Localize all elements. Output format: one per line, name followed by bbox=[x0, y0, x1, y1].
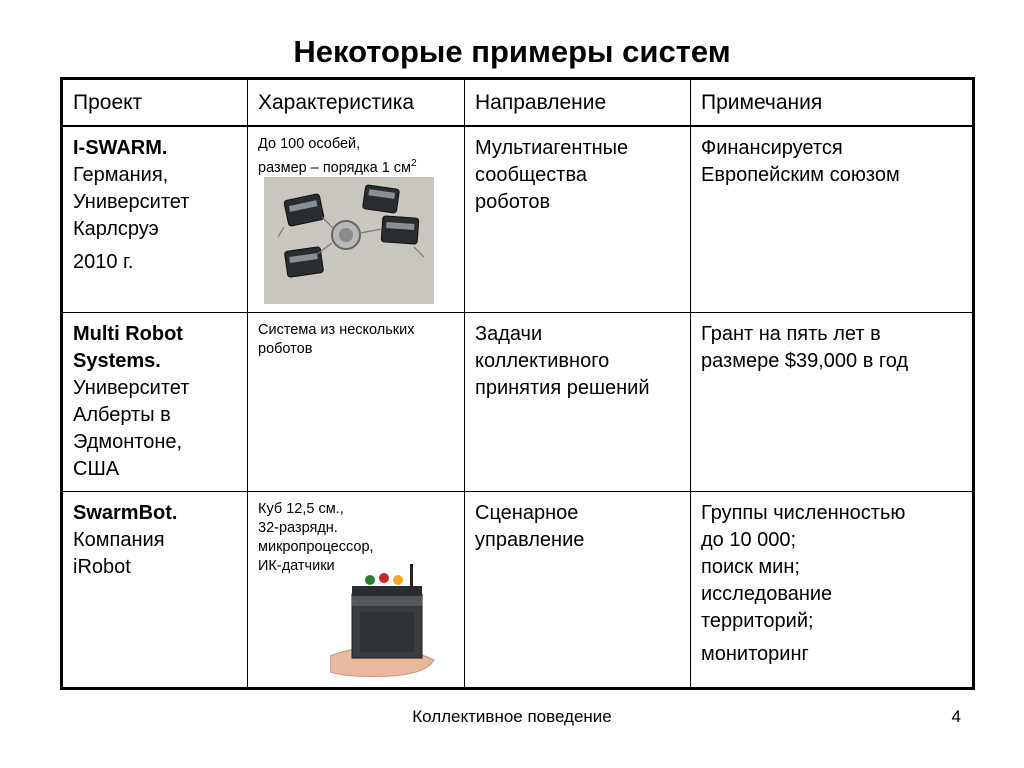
project-name: I-SWARM. bbox=[73, 137, 168, 159]
direction-line: роботов bbox=[475, 191, 551, 213]
project-cell bbox=[62, 126, 248, 312]
header-characteristic: Характеристика bbox=[248, 79, 465, 127]
superscript: 2 bbox=[411, 158, 417, 169]
char-line: микропроцессор, bbox=[258, 538, 374, 555]
direction-line: принятия решений bbox=[475, 376, 650, 399]
direction-line: Сценарное bbox=[475, 501, 579, 524]
slide-footer: Коллективное поведение bbox=[412, 707, 612, 726]
project-line: Германия, bbox=[73, 164, 169, 186]
project-cell bbox=[62, 312, 248, 491]
project-line: iRobot bbox=[73, 555, 131, 578]
project-line: Эдмонтоне, bbox=[73, 430, 183, 453]
note-line: до 10 000; bbox=[701, 528, 797, 551]
note-line: Европейским союзом bbox=[701, 164, 900, 186]
note-line: поиск мин; bbox=[701, 555, 800, 578]
project-line: Компания bbox=[73, 528, 165, 551]
char-line: Система из нескольких bbox=[258, 321, 415, 338]
note-line: исследование bbox=[701, 582, 833, 605]
project-line: Алберты в bbox=[73, 403, 171, 426]
note-line: территорий; bbox=[701, 609, 814, 632]
project-name: SwarmBot. bbox=[73, 501, 178, 524]
note-line: Группы численностью bbox=[701, 501, 906, 524]
project-name: Multi Robot bbox=[73, 322, 183, 345]
characteristic-cell bbox=[248, 312, 465, 491]
direction-line: Задачи bbox=[475, 322, 543, 345]
direction-line: Мультиагентные bbox=[475, 137, 629, 159]
char-line: ИК-датчики bbox=[258, 557, 335, 574]
direction-line: сообщества bbox=[475, 164, 587, 186]
note-line: размере $39,000 в год bbox=[701, 349, 909, 372]
characteristic-cell bbox=[248, 126, 465, 312]
swarmbot-photo bbox=[330, 564, 438, 682]
char-line: До 100 особей, bbox=[258, 136, 361, 152]
project-line: Карлсруэ bbox=[73, 218, 159, 240]
direction-cell bbox=[465, 312, 691, 491]
project-line: Университет bbox=[73, 191, 190, 213]
project-line: Университет bbox=[73, 376, 190, 399]
note-line: мониторинг bbox=[701, 642, 809, 665]
note-line: Грант на пять лет в bbox=[701, 322, 881, 345]
char-line: размер – порядка 1 см bbox=[258, 159, 412, 176]
project-line: США bbox=[73, 457, 120, 480]
direction-cell bbox=[465, 126, 691, 312]
direction-cell bbox=[465, 491, 691, 689]
table-row bbox=[62, 126, 974, 312]
char-line: роботов bbox=[258, 340, 313, 357]
iswarm-robots-photo bbox=[264, 177, 434, 304]
table-row bbox=[62, 491, 974, 689]
char-line: 32-разрядн. bbox=[258, 519, 338, 536]
note-line: Финансируется bbox=[701, 137, 843, 159]
table-header-row bbox=[62, 79, 974, 127]
notes-cell bbox=[691, 312, 974, 491]
systems-table bbox=[60, 77, 975, 690]
page-number: 4 bbox=[951, 707, 961, 726]
project-year: 2010 г. bbox=[73, 251, 134, 273]
project-name: Systems. bbox=[73, 349, 161, 372]
header-direction: Направление bbox=[465, 79, 691, 127]
char-line: Куб 12,5 см., bbox=[258, 500, 344, 517]
header-notes: Примечания bbox=[691, 79, 974, 127]
direction-line: коллективного bbox=[475, 349, 610, 372]
direction-line: управление bbox=[475, 528, 585, 551]
characteristic-cell bbox=[248, 491, 465, 689]
notes-cell bbox=[691, 126, 974, 312]
notes-cell bbox=[691, 491, 974, 689]
slide-title: Некоторые примеры систем bbox=[293, 34, 731, 69]
project-cell bbox=[62, 491, 248, 689]
table-row bbox=[62, 312, 974, 491]
header-project: Проект bbox=[62, 79, 248, 127]
